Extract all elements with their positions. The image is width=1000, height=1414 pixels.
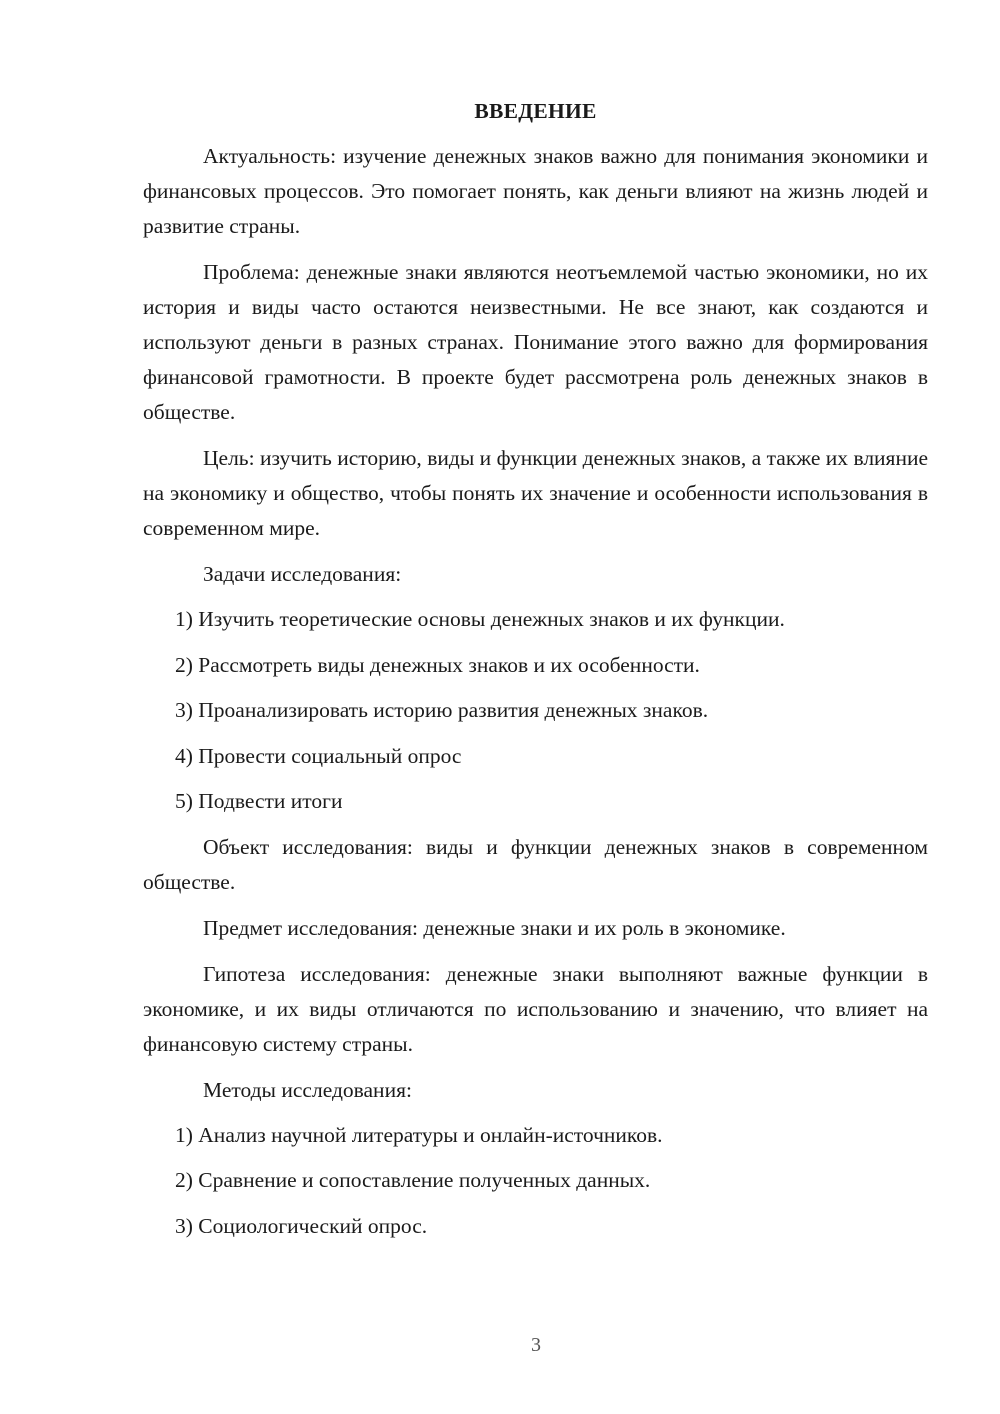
object-paragraph: Объект исследования: виды и функции денежных знаков в современном обществе. <box>143 834 928 894</box>
page-title: ВВЕДЕНИЕ <box>474 99 597 123</box>
problem-paragraph: Проблема: денежные знаки являются неотъемлемой частью экономики, но их история и виды часто остаются неизвестными. Не все знают, как создаются и используют деньги в разных странах. Понимание этого важно для формирования финансовой грамотности. В проекте будет рассмотрена роль денежных знаков в обществе. <box>143 260 928 424</box>
methods-heading: Методы исследования: <box>203 1077 412 1102</box>
list-item: 2) Рассмотреть виды денежных знаков и их особенности. <box>175 652 700 677</box>
tasks-list <box>143 602 928 819</box>
list-item: 5) Подвести итоги <box>175 789 343 813</box>
hypothesis-paragraph: Гипотеза исследования: денежные знаки выполняют важные функции в экономике, и их виды отличаются по использованию и значению, что влияет на финансовую систему страны. <box>143 961 928 1056</box>
methods-list <box>143 1118 928 1244</box>
list-item: 1) Изучить теоретические основы денежных знаков и их функции. <box>175 607 785 631</box>
relevance-paragraph: Актуальность: изучение денежных знаков важно для понимания экономики и финансовых процессов. Это помогает понять, как деньги влияют на жизнь людей и развитие страны. <box>143 144 928 238</box>
list-item: 4) Провести социальный опрос <box>175 743 462 768</box>
document-page <box>143 94 928 1254</box>
list-item: 2) Сравнение и сопоставление полученных данных. <box>175 1168 651 1192</box>
list-item: 1) Анализ научной литературы и онлайн-источников. <box>175 1122 663 1147</box>
list-item: 3) Проанализировать историю развития денежных знаков. <box>175 698 709 722</box>
tasks-heading: Задачи исследования: <box>203 562 402 586</box>
list-item: 3) Социологический опрос. <box>175 1213 428 1238</box>
goal-paragraph: Цель: изучить историю, виды и функции денежных знаков, а также их влияние на экономику и общество, чтобы понять их значение и особенности использования в современном мире. <box>143 446 928 540</box>
subject-paragraph: Предмет исследования: денежные знаки и их роль в экономике. <box>203 915 786 940</box>
page-number: 3 <box>531 1334 541 1356</box>
